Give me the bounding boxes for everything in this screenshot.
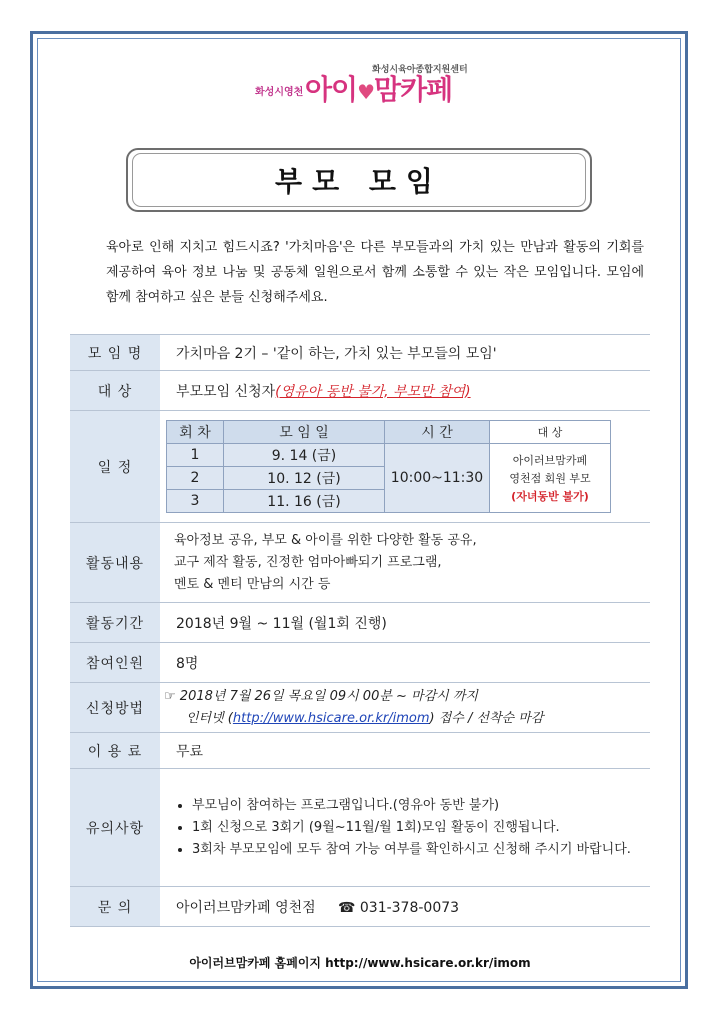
value-count: 8명 [160, 643, 650, 683]
apply-line2-suffix: ) 접수 / 선착순 마감 [429, 710, 544, 726]
sched-date-3: 11. 16 (금) [224, 490, 385, 513]
row-count [70, 643, 650, 683]
activity-line-3: 멘토 & 멘티 만남의 시간 등 [174, 576, 331, 592]
value-notes [160, 769, 650, 887]
sched-header-no: 회 차 [167, 421, 224, 444]
label-schedule: 일 정 [70, 411, 160, 523]
label-activity: 활동내용 [70, 523, 160, 603]
sched-header-target: 대 상 [490, 421, 611, 444]
value-name: 가치마음 2기 – '같이 하는, 가치 있는 부모들의 모임' [160, 335, 650, 371]
sched-target-line1: 아이러브맘카페 [512, 454, 588, 467]
apply-link[interactable]: http://www.hsicare.or.kr/imom [232, 710, 430, 726]
sched-target-line2: 영천점 회원 부모 [509, 472, 591, 485]
phone-icon: ☎ [337, 899, 356, 916]
intro-text: 육아로 인해 지치고 힘드시죠? '가치마음'은 다른 부모들과의 가치 있는 만남과 활동의 기회를 제공하여 육아 정보 나눔 및 공동체 일원으로서 함께 소통할 수 있는 작은 모임입니다. 모임에 함께 참여하고 싶은 분들 신청해주세요. [106, 240, 644, 305]
value-fee: 무료 [160, 733, 650, 769]
label-period: 활동기간 [70, 603, 160, 643]
contact-phone: 031-378-0073 [359, 899, 460, 916]
heart-icon: ♥ [357, 80, 375, 104]
value-period: 2018년 9월 ~ 11월 (월1회 진행) [160, 603, 650, 643]
footer-text: 아이러브맘카페 홈페이지 http://www.hsicare.or.kr/imom [189, 956, 531, 970]
value-apply [160, 683, 650, 733]
target-text: 부모모임 신청자 [176, 383, 276, 400]
page-title: 부모 모임 [275, 165, 443, 198]
row-activity [70, 523, 650, 603]
value-contact [160, 887, 650, 927]
sched-target [490, 444, 611, 513]
value-activity [160, 523, 650, 603]
contact-place: 아이러브맘카페 영천점 [176, 899, 316, 916]
logo [255, 60, 495, 112]
label-apply: 신청방법 [70, 683, 160, 733]
label-notes: 유의사항 [70, 769, 160, 887]
sched-time: 10:00~11:30 [385, 444, 490, 513]
value-schedule [160, 411, 650, 523]
label-name: 모 임 명 [70, 335, 160, 371]
pointing-hand-icon: ☞ [164, 688, 176, 704]
sched-no-1: 1 [167, 444, 224, 467]
logo-prefix: 화성시영천 [255, 87, 304, 98]
logo-center-name: 화성시육아종합지원센터 [372, 65, 468, 75]
apply-line2-prefix: 인터넷 ( [186, 710, 233, 726]
activity-line-1: 육아정보 공유, 부모 & 아이를 위한 다양한 활동 공유, [174, 532, 477, 548]
logo-name-part2: 맘카페 [374, 73, 453, 106]
note-3: • 3회차 부모모임에 모두 참여 가능 여부를 확인하시고 신청해 주시기 바랍니다. [192, 839, 640, 861]
sched-header-date: 모 임 일 [224, 421, 385, 444]
target-note: (영유아 동반 불가, 부모만 참여) [275, 383, 471, 400]
row-target [70, 371, 650, 411]
row-notes [70, 769, 650, 887]
schedule-table [166, 420, 611, 513]
label-target: 대 상 [70, 371, 160, 411]
sched-target-note: (자녀동반 불가) [511, 490, 589, 503]
sched-no-2: 2 [167, 467, 224, 490]
note-2: • 1회 신청으로 3회기 (9월~11월/월 1회)모임 활동이 진행됩니다. [192, 817, 640, 839]
row-schedule [70, 411, 650, 523]
apply-line-1: 2018년 7월 26일 목요일 09시 00분 ~ 마감시 까지 [179, 688, 478, 704]
label-count: 참여인원 [70, 643, 160, 683]
row-fee [70, 733, 650, 769]
logo-name-part1: 아이 [305, 73, 358, 106]
row-name [70, 335, 650, 371]
sched-header-time: 시 간 [385, 421, 490, 444]
sched-date-1: 9. 14 (금) [224, 444, 385, 467]
label-fee: 이 용 료 [70, 733, 160, 769]
sched-date-2: 10. 12 (금) [224, 467, 385, 490]
activity-line-2: 교구 제작 활동, 진정한 엄마아빠되기 프로그램, [174, 554, 442, 570]
info-table [70, 334, 650, 927]
row-contact [70, 887, 650, 927]
value-target [160, 371, 650, 411]
row-period [70, 603, 650, 643]
note-1: • 부모님이 참여하는 프로그램입니다.(영유아 동반 불가) [192, 795, 640, 817]
sched-no-3: 3 [167, 490, 224, 513]
title-box-inner [132, 153, 586, 207]
label-contact: 문 의 [70, 887, 160, 927]
row-apply [70, 683, 650, 733]
